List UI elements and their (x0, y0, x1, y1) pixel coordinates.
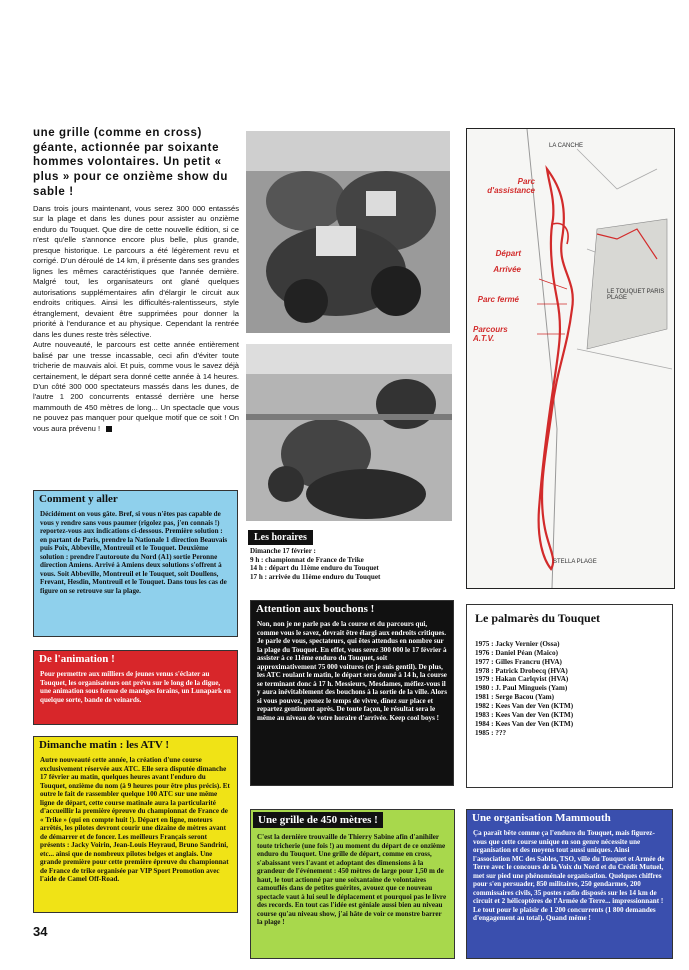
box-horaires (248, 527, 455, 583)
end-of-article-mark (106, 426, 112, 432)
palmares-list (467, 640, 672, 737)
article-body (33, 204, 239, 434)
palmares-entry: 1985 : ??? (475, 728, 507, 737)
box-title: Attention aux bouchons ! (256, 603, 375, 615)
palmares-entry: 1980 : J. Paul Mingueis (Yam) (475, 684, 568, 693)
map-label-parcours-atv: Parcours A.T.V. (473, 325, 508, 344)
palmares-entry: 1982 : Kees Van der Ven (KTM) (475, 702, 574, 711)
box-palmares (466, 604, 673, 788)
horaires-line: Dimanche 17 février : (250, 547, 316, 555)
map-label-depart: Départ (495, 249, 521, 258)
box-grille-450 (250, 809, 455, 959)
map-label-stella: STELLA PLAGE (553, 559, 597, 565)
box-text: Décidément on vous gâte. Bref, si vous n'êtes pas capable de vous y rendre sans vous paumer (rigolez pas, j'en connais !) reportez-vous aux indications ci-dessous. Première solution : en partant de Paris, prendre la Nationale 1 direction Beauvais puis Poix, Abbeville, Montreuil et le Touquet. Deuxième solution : prendre l'autoroute du Nord (A1) sortie Peronne direction Amiens. Arrivé à Amiens deux solutions s'offrent à vous. Soit Abbeville, Montreuil et le Touquet, soit Doullens, Frevant, Hesdin, Montreuil et le Touquet. Dans tous les cas de figure on se retrouve sur la plage. (40, 510, 228, 595)
photo-riders-on-beach (246, 131, 450, 333)
horaires-line: 14 h : départ du 11ème enduro du Touquet (250, 564, 379, 572)
box-organisation-mammouth (466, 809, 673, 959)
photo-riders-in-dunes (246, 344, 452, 521)
box-dimanche-matin (33, 736, 238, 913)
palmares-entry: 1975 : Jacky Vernier (Ossa) (475, 640, 560, 648)
page-number: 34 (33, 924, 48, 939)
palmares-entry: 1984 : Kees Van der Ven (KTM) (475, 719, 574, 728)
box-comment-y-aller (33, 490, 238, 637)
palmares-entry: 1981 : Serge Bacou (Yam) (475, 693, 555, 702)
box-text: Pour permettre aux milliers de jeunes venus s'éclater au Touquet, les organisateurs ont prévu sur le long de la digue, une animation sous forme de manèges forains, un Lunapark en quelque sorte, bande de veinards. (40, 670, 231, 704)
map-drawing (467, 129, 674, 588)
box-title: Comment y aller (39, 493, 118, 505)
box-bouchons (250, 600, 454, 786)
box-title: Le palmarès du Touquet (475, 611, 601, 625)
palmares-entry: 1978 : Patrick Drobecq (HVA) (475, 666, 568, 675)
box-title: Dimanche matin : les ATV ! (39, 739, 170, 751)
box-text (248, 545, 455, 583)
article-paragraph: Dans trois jours maintenant, vous serez 300 000 entassés sur la plage et dans les dunes pour assister au onzième enduro du Touquet. Que dire de cette nouvelle édition, si ce n'est qu'elle s'annonce encore plus belle, plus grande, presque historique. Le parcours a été légèrement revu et corrigé. D'un déroulé de 14 km, il présente dans ses grandes lignes les mêmes caractéristiques que l'année dernière. Malgré tout, les organisateurs ont glané quelques autorisations supplémentaires afin d'élargir le circuit aux endroits critiques. Ainsi les difficultés-ralentisseurs, style étranglement, devaient être supprimées pour donner la priorité à l'endurance et au physique. Cependant la rentrée dans les dunes reste très sélective. (33, 204, 239, 339)
box-text: Ça paraît bête comme ça l'enduro du Touquet, mais figurez-vous que cette course unique en son genre nécessite une organisation et des moyens tout aussi uniques. Ainsi l'association MC des Sables, TSO, ville du Touquet et Armée de Terre avec le concours de la Voix du Nord et du Crédit Mutuel, met sur pied une phénoménale organisation. Quelques chiffres pour s'en persuader, 850 militaires, 250 gendarmes, 200 commissaires civils, 35 postes radio disposés sur les 14 km de circuit et 2 hélicoptères de l'Armée de Terre... impressionnant ! Le tout pour le plaisir de 1 200 concurrents (1 800 demandes d'engagement au total). Quand même ! (473, 829, 665, 922)
palmares-entry: 1977 : Gilles Francru (HVA) (475, 657, 562, 666)
map-label-parc-ferme: Parc fermé (477, 295, 519, 304)
box-title: Une grille de 450 mètres ! (253, 812, 383, 828)
article-paragraph: Autre nouveauté, le parcours est cette année entièrement balisé par une tresse incassable, ceci afin d'éviter toute tricherie de mauvais aloi. Et puis, comme vous le savez déjà certainement, le départ sera donné cette année à 14 heures. D'un côté 300 000 spectateurs massés dans les dunes, de l'autre 1 200 concurrents entassé derrière une herse mammouth de 450 mètres de long... Un spectacle que vous ne pouvez pas manquer pour quelque motif que ce soit ! On vous aura prévenu ! (33, 340, 239, 433)
map-label-arrivee: Arrivée (493, 265, 521, 274)
map-label-parc-assistance: Parc d'assistance (487, 177, 535, 196)
box-text: C'est la dernière trouvaille de Thierry Sabine afin d'anihiler toute tricherie (une fois !) au moment du départ de ce onzième enduro du Touquet. Une grille de départ, comme en cross, s'abaissant vers l'avant et adoptant des dimensions à la grandeur de l'événement : 450 mètres de large pour 1,50 m de haut, le tout actionné par une soixantaine de volontaires camouflés dans de petites guérites, avouez que ce nouveau spectacle vaut à lui seul le déplacement et pourquoi pas le livre des records. En tout cas l'idée est géniale aussi bien au niveau course qu'au niveau show, j'ai hâte de voir ce monstre barrer la plage ! (257, 833, 447, 926)
box-title: De l'animation ! (39, 653, 115, 665)
palmares-entry: 1983 : Kees Van der Ven (KTM) (475, 710, 574, 719)
palmares-entry: 1979 : Hakan Carlqvist (HVA) (475, 675, 569, 684)
horaires-line: 17 h : arrivée du 11ème enduro du Touquet (250, 572, 381, 581)
box-text: Autre nouveauté cette année, la création d'une course exclusivement réservée aux ATC. Elle sera disputée dimanche 17 février au matin, quelques heures avant l'enduro du Touquet, onzième du nom (à 9 heures pour être plus précis). Et outre le fait de rassembler quelque 100 ATC sur une même ligne de départ, cette course matinale aura la particularité d'accueillir la première épreuve du championnat de France de « Trike » (qui en compte huit !). Départ en ligne, moteurs arrêtés, les pilotes devront courir une dizaine de mètres avant de démarrer et de foncer. Les meilleurs Français seront présents : Jacky Voirin, Jean-Louis Heyraud, Bruno Sandrini, etc... ainsi que de nombreux pilotes belges et anglais. Une grande première pour cette première épreuve du championnat de France de trike organisée par VIP Sport Promotion avec l'aide de Camel Off-Road. (40, 756, 230, 883)
map-label-touquet: LE TOUQUET PARIS PLAGE (607, 289, 665, 301)
box-title: Une organisation Mammouth (472, 812, 611, 824)
article-headline: une grille (comme en cross) géante, actionnée par soixante hommes volontaires. Un petit « plus » pour ce onzième show du sable ! (33, 127, 228, 198)
box-animation (33, 650, 238, 725)
horaires-line: 9 h : championnat de France de Trike (250, 555, 364, 564)
circuit-map (466, 128, 675, 589)
box-title: Les horaires (248, 530, 313, 545)
palmares-entry: 1976 : Daniel Péan (Maico) (475, 648, 559, 657)
box-text: Non, non je ne parle pas de la course et du parcours qui, comme vous le savez, devrait être élargi aux endroits critiques. Je parle de vous, spectateurs, qui êtes attendus en nombre sur la plage du Touquet. En effet, vous serez 300 000 le 17 février à assister à ce 11ème enduro du Touquet, soit approximativement 75 000 voitures (et je suis gentil). De plus, les ATC roulant le matin, le départ sera donné à 14 h, la course se terminant donc à 17 h. Messieurs, Mesdames, méfiez-vous il y aura inévitablement des bouchons à la sortie de la ville. Alors si vous pouvez, prenez le temps de vivre, dînez sur place et repartez gentiment après. De toute façon, le résultat sera le même au niveau de votre horaire d'arrivée. Keep cool boys ! (257, 620, 447, 722)
map-label-canche: LA CANCHE (549, 143, 584, 149)
